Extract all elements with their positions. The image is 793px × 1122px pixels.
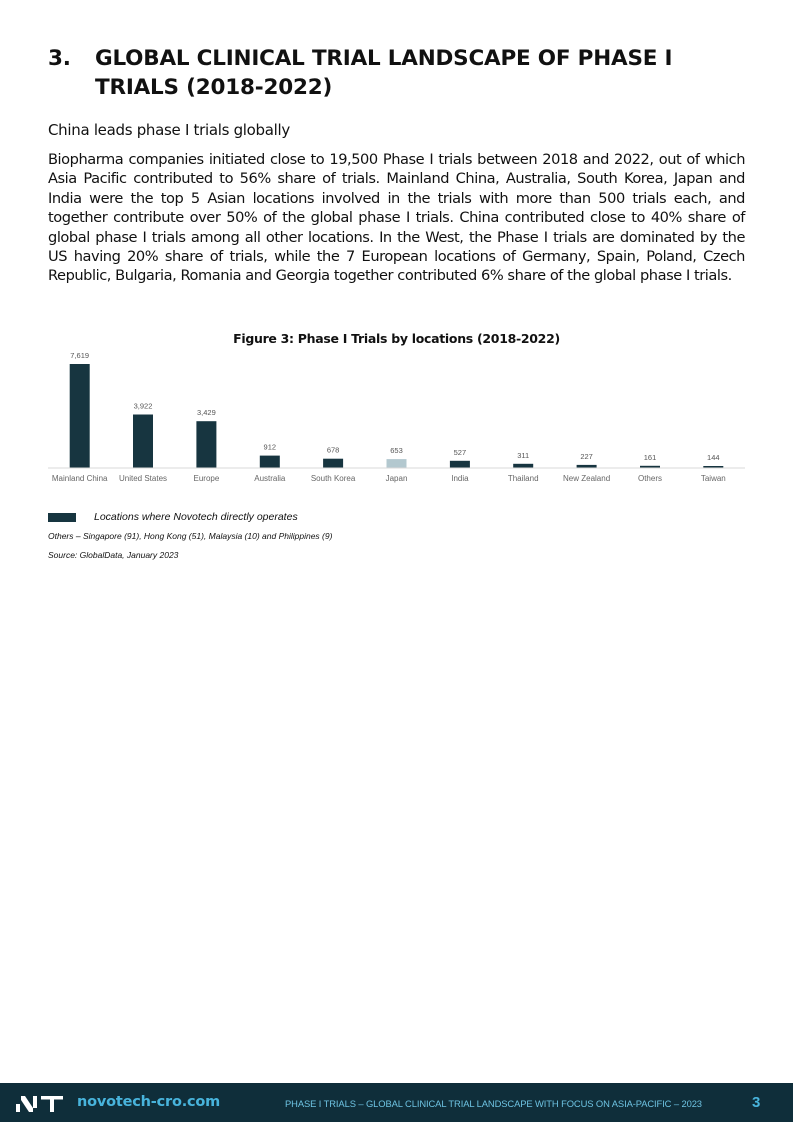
- bar-europe: [196, 421, 216, 468]
- data-label: 227: [580, 451, 593, 461]
- tick-label: Thailand: [507, 474, 539, 483]
- bar-japan: [387, 459, 407, 468]
- subheading: China leads phase I trials globally: [48, 121, 290, 139]
- tick-label: South Korea: [310, 474, 356, 483]
- section-heading: [48, 44, 748, 102]
- bar-mainland-china: [70, 364, 90, 468]
- section-title: GLOBAL CLINICAL TRIAL LANDSCAPE OF PHASE I TRIALS (2018-2022): [95, 46, 673, 100]
- section-number: 3.: [48, 46, 71, 71]
- source-note: Source: GlobalData, January 2023: [48, 550, 179, 560]
- tick-label: Japan: [385, 474, 408, 483]
- bar-thailand: [513, 464, 533, 468]
- tick-label: New Zealand: [563, 474, 611, 483]
- others-note: Others – Singapore (91), Hong Kong (51), Malaysia (10) and Philippines (9): [48, 531, 333, 541]
- tick-label: Australia: [254, 474, 286, 483]
- data-label: 311: [517, 450, 530, 460]
- tick-label: India: [451, 474, 469, 483]
- data-label: 527: [453, 447, 467, 457]
- tick-label: United States: [118, 474, 168, 483]
- data-label: 7,619: [70, 351, 90, 360]
- page-number: 3: [752, 1094, 761, 1111]
- data-label: 144: [707, 453, 720, 462]
- tick-label: Others: [637, 474, 663, 483]
- data-label: 912: [263, 442, 277, 452]
- page-footer: [0, 1083, 793, 1122]
- data-label: 3,429: [197, 408, 216, 418]
- running-title: PHASE I TRIALS – GLOBAL CLINICAL TRIAL LANDSCAPE WITH FOCUS ON ASIA-PACIFIC – 2023: [285, 1098, 702, 1109]
- tick-label: Mainland China: [51, 474, 108, 483]
- bar-australia: [260, 456, 280, 468]
- data-label: 3,922: [133, 401, 153, 411]
- website-link[interactable]: novotech-cro.com: [77, 1094, 221, 1110]
- bar-south-korea: [323, 459, 343, 468]
- tick-label: Taiwan: [700, 474, 726, 483]
- bar-united-states: [133, 415, 153, 469]
- body-paragraph: Biopharma companies initiated close to 19,500 Phase I trials between 2018 and 2022, out of which Asia Pacific contributed to 56% share of trials. Mainland China, Australia, South Korea, Japan and India were the top 5 Asian locations involved in the trials with more than 500 trials each, and together contribute over 50% of the global phase I trials. China contributed close to 40% share of global phase I trials among all other locations. In the West, the Phase I trials are dominated by the US having 20% share of trials, while the 7 European locations of Germany, Spain, Poland, Czech Republic, Bulgaria, Romania and Georgia together contributed 6% share of the global phase I trials.: [48, 151, 745, 285]
- data-label: 678: [326, 445, 340, 455]
- novotech-logo-icon: [16, 1095, 64, 1112]
- tick-label: Europe: [193, 474, 220, 483]
- legend-swatch: [48, 513, 76, 522]
- bar-india: [450, 461, 470, 468]
- bar-chart: [0, 340, 793, 490]
- figure-title: Figure 3: Phase I Trials by locations (2018-2022): [233, 331, 560, 346]
- data-label: 653: [390, 446, 403, 456]
- legend-label: Locations where Novotech directly operates: [94, 511, 298, 523]
- chart-legend: [48, 511, 298, 523]
- data-label: 161: [643, 452, 657, 462]
